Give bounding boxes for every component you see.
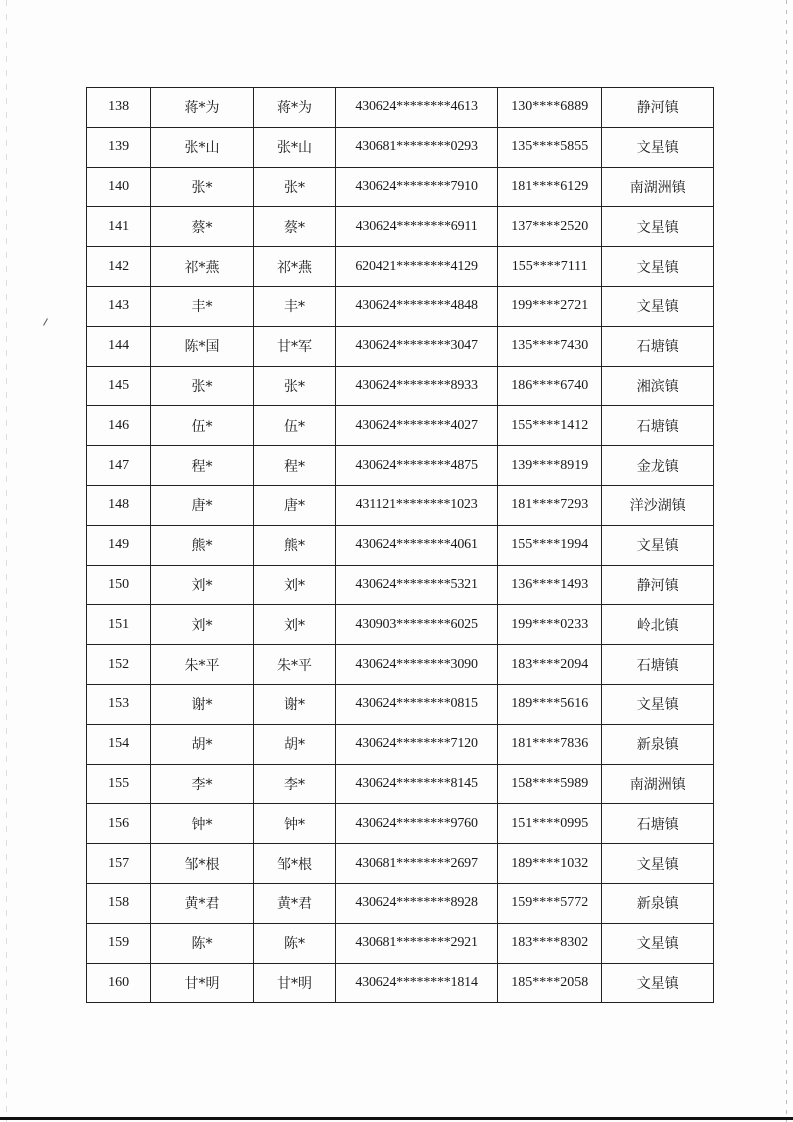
- row-number-cell: 151: [87, 605, 151, 645]
- name-alt-cell: 熊*: [253, 525, 335, 565]
- name-cell: 李*: [151, 764, 253, 804]
- town-cell: 金龙镇: [602, 446, 714, 486]
- name-alt-cell: 钟*: [253, 804, 335, 844]
- name-cell: 谢*: [151, 684, 253, 724]
- name-cell: 张*: [151, 366, 253, 406]
- row-number-cell: 155: [87, 764, 151, 804]
- town-cell: 文星镇: [602, 207, 714, 247]
- phone-cell: 185****2058: [497, 963, 602, 1003]
- town-cell: 石塘镇: [602, 406, 714, 446]
- table-row: [87, 167, 714, 207]
- phone-cell: 181****7293: [497, 485, 602, 525]
- name-cell: 邹*根: [151, 844, 253, 884]
- phone-cell: 136****1493: [497, 565, 602, 605]
- name-alt-cell: 甘*军: [253, 326, 335, 366]
- name-alt-cell: 李*: [253, 764, 335, 804]
- phone-cell: 189****1032: [497, 844, 602, 884]
- name-cell: 刘*: [151, 605, 253, 645]
- bottom-border-line: [0, 1117, 793, 1120]
- id-number-cell: 430624********1814: [336, 963, 498, 1003]
- row-number-cell: 143: [87, 286, 151, 326]
- id-number-cell: 430903********6025: [336, 605, 498, 645]
- town-cell: 文星镇: [602, 963, 714, 1003]
- scan-edge-right: [786, 0, 787, 1122]
- town-cell: 静河镇: [602, 88, 714, 128]
- name-cell: 甘*明: [151, 963, 253, 1003]
- table-row: [87, 684, 714, 724]
- table-row: [87, 963, 714, 1003]
- name-cell: 祁*燕: [151, 247, 253, 287]
- table-row: [87, 724, 714, 764]
- name-alt-cell: 祁*燕: [253, 247, 335, 287]
- row-number-cell: 139: [87, 127, 151, 167]
- table-row: [87, 485, 714, 525]
- table-row: [87, 565, 714, 605]
- row-number-cell: 156: [87, 804, 151, 844]
- row-number-cell: 138: [87, 88, 151, 128]
- table-row: [87, 326, 714, 366]
- row-number-cell: 153: [87, 684, 151, 724]
- row-number-cell: 148: [87, 485, 151, 525]
- table-row: [87, 645, 714, 685]
- id-number-cell: 430624********8145: [336, 764, 498, 804]
- phone-cell: 135****5855: [497, 127, 602, 167]
- phone-cell: 189****5616: [497, 684, 602, 724]
- name-alt-cell: 张*山: [253, 127, 335, 167]
- row-number-cell: 158: [87, 883, 151, 923]
- town-cell: 洋沙湖镇: [602, 485, 714, 525]
- phone-cell: 137****2520: [497, 207, 602, 247]
- town-cell: 文星镇: [602, 844, 714, 884]
- phone-cell: 199****0233: [497, 605, 602, 645]
- row-number-cell: 145: [87, 366, 151, 406]
- name-alt-cell: 朱*平: [253, 645, 335, 685]
- town-cell: 文星镇: [602, 247, 714, 287]
- table-row: [87, 247, 714, 287]
- name-alt-cell: 刘*: [253, 605, 335, 645]
- name-cell: 钟*: [151, 804, 253, 844]
- town-cell: 新泉镇: [602, 883, 714, 923]
- name-alt-cell: 唐*: [253, 485, 335, 525]
- name-cell: 陈*国: [151, 326, 253, 366]
- phone-cell: 181****6129: [497, 167, 602, 207]
- name-alt-cell: 胡*: [253, 724, 335, 764]
- table-row: [87, 88, 714, 128]
- table-row: [87, 446, 714, 486]
- name-alt-cell: 张*: [253, 366, 335, 406]
- id-number-cell: 430624********9760: [336, 804, 498, 844]
- phone-cell: 151****0995: [497, 804, 602, 844]
- table-row: [87, 525, 714, 565]
- id-number-cell: 430624********8928: [336, 883, 498, 923]
- row-number-cell: 146: [87, 406, 151, 446]
- name-cell: 张*山: [151, 127, 253, 167]
- name-alt-cell: 甘*明: [253, 963, 335, 1003]
- name-cell: 熊*: [151, 525, 253, 565]
- name-cell: 黄*君: [151, 883, 253, 923]
- id-number-cell: 430624********4875: [336, 446, 498, 486]
- town-cell: 南湖洲镇: [602, 167, 714, 207]
- id-number-cell: 430681********0293: [336, 127, 498, 167]
- town-cell: 石塘镇: [602, 804, 714, 844]
- scan-speck: [43, 318, 48, 325]
- id-number-cell: 430624********7910: [336, 167, 498, 207]
- id-number-cell: 430624********3090: [336, 645, 498, 685]
- name-cell: 蒋*为: [151, 88, 253, 128]
- name-cell: 蔡*: [151, 207, 253, 247]
- town-cell: 石塘镇: [602, 326, 714, 366]
- row-number-cell: 142: [87, 247, 151, 287]
- name-cell: 朱*平: [151, 645, 253, 685]
- id-number-cell: 431121********1023: [336, 485, 498, 525]
- name-cell: 伍*: [151, 406, 253, 446]
- row-number-cell: 140: [87, 167, 151, 207]
- phone-cell: 181****7836: [497, 724, 602, 764]
- id-number-cell: 430624********4848: [336, 286, 498, 326]
- row-number-cell: 160: [87, 963, 151, 1003]
- phone-cell: 183****2094: [497, 645, 602, 685]
- town-cell: 岭北镇: [602, 605, 714, 645]
- table-row: [87, 804, 714, 844]
- town-cell: 文星镇: [602, 525, 714, 565]
- row-number-cell: 150: [87, 565, 151, 605]
- name-alt-cell: 张*: [253, 167, 335, 207]
- id-number-cell: 620421********4129: [336, 247, 498, 287]
- id-number-cell: 430624********0815: [336, 684, 498, 724]
- town-cell: 新泉镇: [602, 724, 714, 764]
- id-number-cell: 430624********4613: [336, 88, 498, 128]
- phone-cell: 158****5989: [497, 764, 602, 804]
- row-number-cell: 144: [87, 326, 151, 366]
- row-number-cell: 149: [87, 525, 151, 565]
- row-number-cell: 159: [87, 923, 151, 963]
- town-cell: 湘滨镇: [602, 366, 714, 406]
- table-row: [87, 764, 714, 804]
- row-number-cell: 152: [87, 645, 151, 685]
- town-cell: 南湖洲镇: [602, 764, 714, 804]
- name-cell: 胡*: [151, 724, 253, 764]
- name-alt-cell: 谢*: [253, 684, 335, 724]
- id-number-cell: 430681********2697: [336, 844, 498, 884]
- id-number-cell: 430624********4027: [336, 406, 498, 446]
- town-cell: 文星镇: [602, 286, 714, 326]
- table-row: [87, 923, 714, 963]
- phone-cell: 183****8302: [497, 923, 602, 963]
- id-number-cell: 430624********8933: [336, 366, 498, 406]
- id-number-cell: 430624********4061: [336, 525, 498, 565]
- name-alt-cell: 程*: [253, 446, 335, 486]
- name-alt-cell: 伍*: [253, 406, 335, 446]
- name-cell: 丰*: [151, 286, 253, 326]
- name-cell: 唐*: [151, 485, 253, 525]
- scan-edge-left: [6, 0, 7, 1122]
- name-alt-cell: 丰*: [253, 286, 335, 326]
- town-cell: 文星镇: [602, 684, 714, 724]
- id-number-cell: 430624********3047: [336, 326, 498, 366]
- table-row: [87, 286, 714, 326]
- phone-cell: 135****7430: [497, 326, 602, 366]
- table-row: [87, 605, 714, 645]
- table-row: [87, 406, 714, 446]
- phone-cell: 155****1994: [497, 525, 602, 565]
- row-number-cell: 147: [87, 446, 151, 486]
- town-cell: 文星镇: [602, 127, 714, 167]
- roster-table: [86, 87, 714, 1003]
- roster-table-body: [87, 88, 714, 1003]
- name-alt-cell: 陈*: [253, 923, 335, 963]
- row-number-cell: 141: [87, 207, 151, 247]
- town-cell: 静河镇: [602, 565, 714, 605]
- name-cell: 刘*: [151, 565, 253, 605]
- table-row: [87, 883, 714, 923]
- phone-cell: 130****6889: [497, 88, 602, 128]
- phone-cell: 139****8919: [497, 446, 602, 486]
- row-number-cell: 154: [87, 724, 151, 764]
- name-alt-cell: 蔡*: [253, 207, 335, 247]
- name-cell: 陈*: [151, 923, 253, 963]
- row-number-cell: 157: [87, 844, 151, 884]
- table-row: [87, 127, 714, 167]
- town-cell: 文星镇: [602, 923, 714, 963]
- table-row: [87, 207, 714, 247]
- name-cell: 程*: [151, 446, 253, 486]
- name-alt-cell: 黄*君: [253, 883, 335, 923]
- phone-cell: 159****5772: [497, 883, 602, 923]
- table-row: [87, 366, 714, 406]
- id-number-cell: 430624********7120: [336, 724, 498, 764]
- phone-cell: 155****1412: [497, 406, 602, 446]
- id-number-cell: 430624********6911: [336, 207, 498, 247]
- phone-cell: 199****2721: [497, 286, 602, 326]
- name-cell: 张*: [151, 167, 253, 207]
- name-alt-cell: 邹*根: [253, 844, 335, 884]
- table-row: [87, 844, 714, 884]
- town-cell: 石塘镇: [602, 645, 714, 685]
- id-number-cell: 430624********5321: [336, 565, 498, 605]
- name-alt-cell: 刘*: [253, 565, 335, 605]
- name-alt-cell: 蒋*为: [253, 88, 335, 128]
- phone-cell: 186****6740: [497, 366, 602, 406]
- id-number-cell: 430681********2921: [336, 923, 498, 963]
- phone-cell: 155****7111: [497, 247, 602, 287]
